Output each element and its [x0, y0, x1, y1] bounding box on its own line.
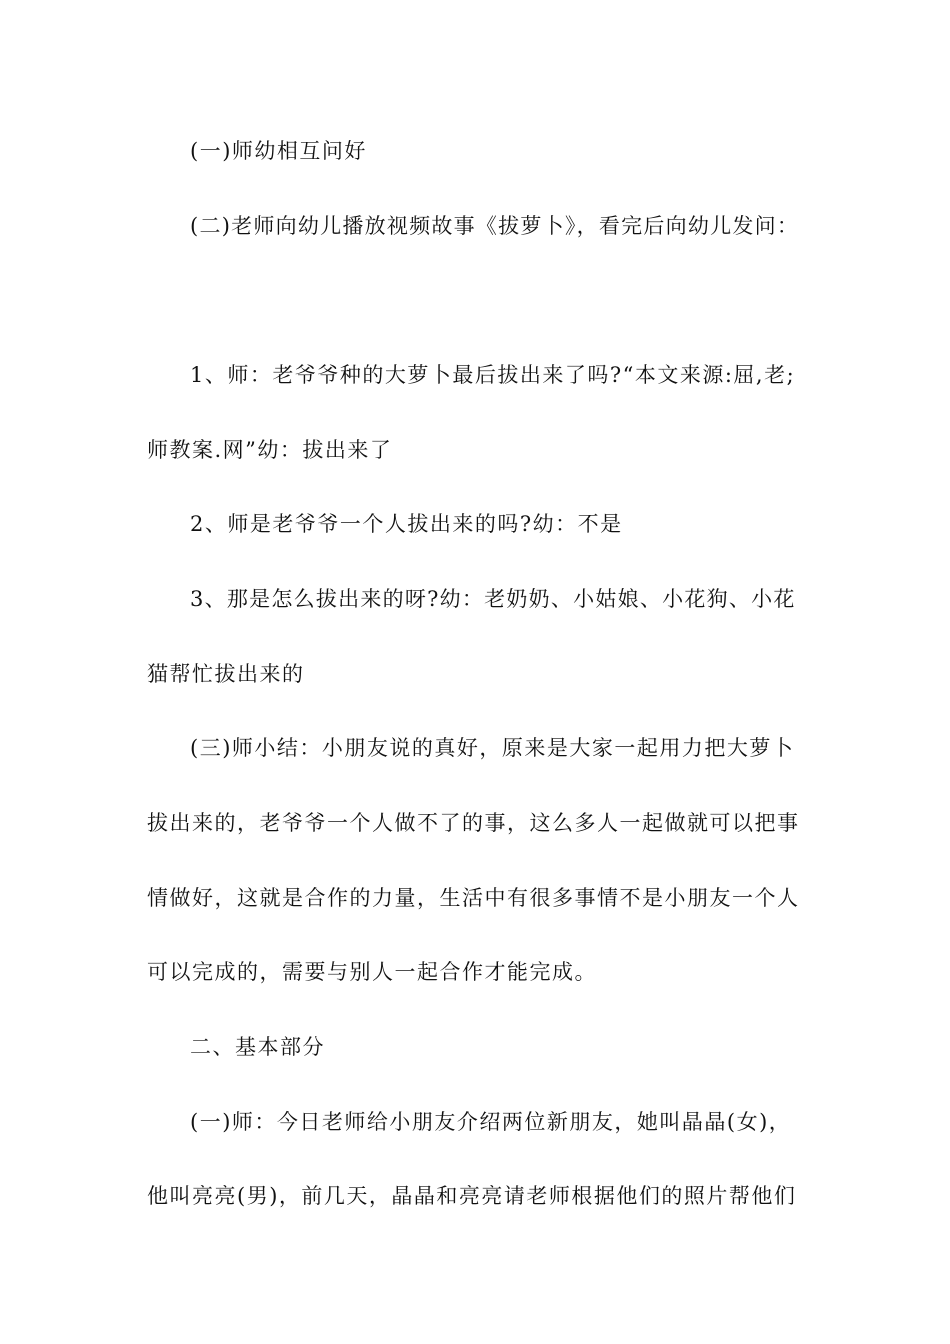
section-heading: 二、基本部分	[190, 1035, 325, 1059]
paragraph-line-8: (三)师小结：小朋友说的真好，原来是大家一起用力把大萝卜	[190, 736, 795, 760]
paragraph-line-2: (二)老师向幼儿播放视频故事《拔萝卜》，看完后向幼儿发问：	[190, 214, 800, 238]
paragraph-line-14: 他叫亮亮(男)，前几天，晶晶和亮亮请老师根据他们的照片帮他们	[147, 1184, 797, 1208]
paragraph-line-11: 可以完成的，需要与别人一起合作才能完成。	[147, 960, 597, 984]
paragraph-line-7: 猫帮忙拔出来的	[147, 662, 305, 686]
paragraph-line-13: (一)师：今日老师给小朋友介绍两位新朋友，她叫晶晶(女)，	[190, 1110, 792, 1134]
paragraph-line-9: 拔出来的，老爷爷一个人做不了的事，这么多人一起做就可以把事	[147, 811, 800, 835]
paragraph-line-1: (一)师幼相互问好	[190, 139, 367, 163]
paragraph-line-6: 3、那是怎么拔出来的呀?幼：老奶奶、小姑娘、小花狗、小花	[190, 587, 796, 611]
paragraph-line-4: 师教案.网”幼：拔出来了	[147, 438, 393, 462]
paragraph-line-3: 1、师：老爷爷种的大萝卜最后拔出来了吗?“本文来源:屈,老;	[190, 363, 796, 387]
paragraph-line-5: 2、师是老爷爷一个人拔出来的吗?幼：不是	[190, 512, 623, 536]
paragraph-line-10: 情做好，这就是合作的力量，生活中有很多事情不是小朋友一个人	[147, 886, 800, 910]
